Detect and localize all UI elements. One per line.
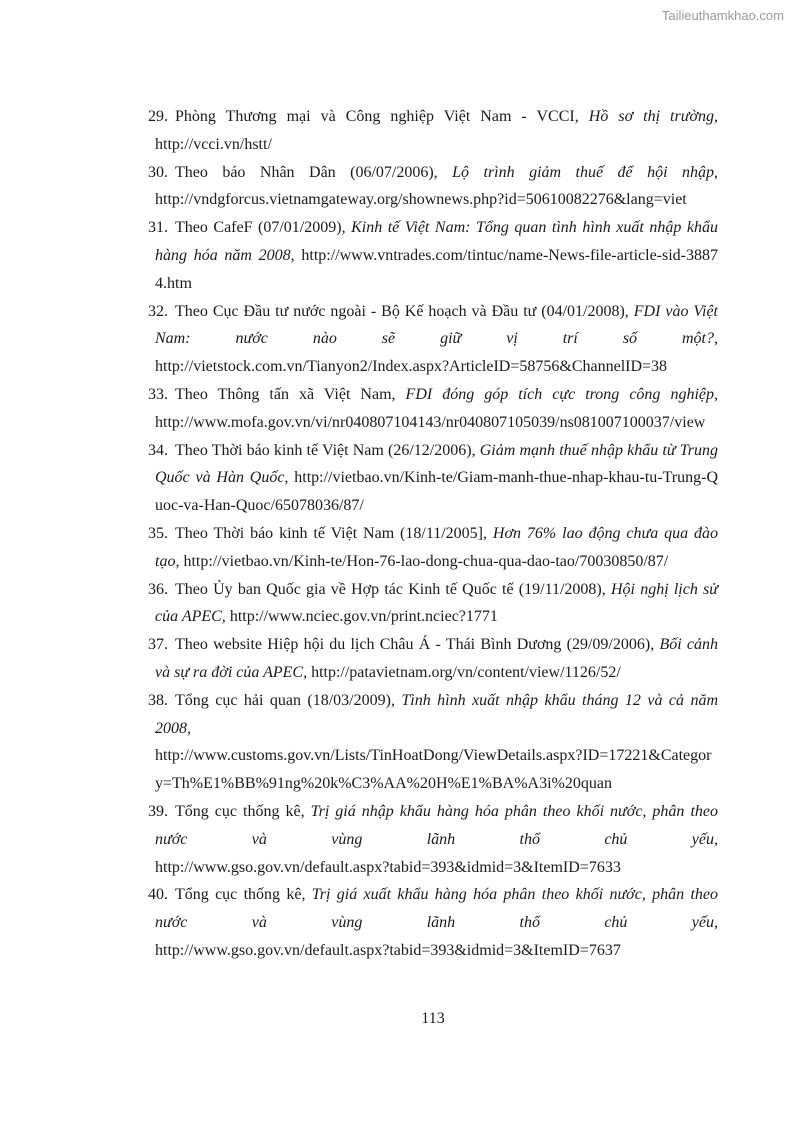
reference-text: Tổng cục thống kê, xyxy=(175,886,312,904)
reference-url: http://www.gso.gov.vn/default.aspx?tabid=393&idmid=3&ItemID=7633 xyxy=(155,858,621,876)
reference-line xyxy=(148,881,718,937)
reference-number: 32. xyxy=(148,302,168,320)
reference-url: http://vietbao.vn/Kinh-te/Hon-76-lao-dong-chua-qua-dao-tao/70030850/87/ xyxy=(183,552,669,570)
reference-line xyxy=(148,437,719,520)
reference-item xyxy=(148,631,718,687)
reference-number: 29. xyxy=(148,108,168,125)
reference-url: http://www.vntrades.com/tintuc/name-News-file-article-sid-38874.htm xyxy=(155,246,718,292)
reference-line xyxy=(155,353,718,381)
reference-line xyxy=(148,298,718,354)
reference-item xyxy=(148,159,718,215)
reference-line xyxy=(148,631,718,687)
reference-item xyxy=(148,881,718,964)
reference-line xyxy=(148,159,719,187)
reference-item xyxy=(148,520,718,576)
reference-number: 34. xyxy=(148,441,168,459)
reference-text: Theo Ủy ban Quốc gia về Hợp tác Kinh tế Quốc tế (19/11/2008), xyxy=(175,580,611,598)
reference-number: 38. xyxy=(148,691,168,709)
reference-line xyxy=(155,854,718,882)
reference-title: Trị giá nhập khẩu hàng hóa phân theo khối nước, phân theo nước và vùng lãnh thổ chủ yếu, xyxy=(155,802,718,848)
reference-url: http://www.nciec.gov.vn/print.nciec?1771 xyxy=(229,608,498,626)
reference-text: Theo Thời báo kinh tế Việt Nam (18/11/2005], xyxy=(175,524,493,542)
reference-item xyxy=(148,214,718,297)
page-number: 113 xyxy=(421,1010,445,1027)
reference-text: Phòng Thương mại và Công nghiệp Việt Nam - VCCI, xyxy=(175,108,589,125)
reference-title: Hội nghị lịch sử của APEC, xyxy=(155,580,719,626)
reference-line xyxy=(155,186,718,214)
reference-line xyxy=(148,687,719,743)
reference-text: Theo CafeF (07/01/2009), xyxy=(175,219,352,237)
reference-number: 40. xyxy=(148,886,168,904)
reference-url: http://vietstock.com.vn/Tianyon2/Index.aspx?ArticleID=58756&ChannelID=38 xyxy=(155,358,668,376)
reference-line xyxy=(148,214,718,297)
reference-title: Bối cảnh và sự ra đời của APEC, xyxy=(155,636,718,681)
references-list xyxy=(148,103,718,965)
reference-item xyxy=(148,381,718,437)
reference-title: Giảm mạnh thuế nhập khẩu từ Trung Quốc và Hàn Quốc, xyxy=(155,441,718,487)
reference-url: http://patavietnam.org/vn/content/view/1126/52/ xyxy=(311,663,621,681)
reference-title: Hồ sơ thị trường, xyxy=(588,108,718,125)
reference-number: 39. xyxy=(148,802,168,820)
reference-text: Theo website Hiệp hội du lịch Châu Á - Thái Bình Dương (29/09/2006), xyxy=(175,636,660,654)
reference-url: http://www.gso.gov.vn/default.aspx?tabid=393&idmid=3&ItemID=7637 xyxy=(155,941,621,959)
reference-url: http://vndgforcus.vietnamgateway.org/shownews.php?id=50610082276&lang=viet xyxy=(155,191,687,209)
watermark: Tailieuthamkhao.com xyxy=(661,8,784,23)
reference-number: 30. xyxy=(148,163,168,181)
reference-line xyxy=(148,576,719,632)
reference-item xyxy=(148,576,718,632)
reference-title: FDI đóng góp tích cực trong công nghiệp, xyxy=(405,385,719,403)
reference-title: Trị giá xuất khẩu hàng hóa phân theo khối nước, phân theo nước và vùng lãnh thổ chủ yếu, xyxy=(155,886,718,932)
reference-line xyxy=(155,131,718,159)
reference-text: Theo Thời báo kinh tế Việt Nam (26/12/2006), xyxy=(175,441,480,459)
reference-item xyxy=(148,687,718,798)
reference-number: 35. xyxy=(148,524,168,542)
reference-text: Tổng cục hải quan (18/03/2009), xyxy=(175,691,402,709)
reference-line xyxy=(148,103,718,131)
reference-title: FDI vào Việt Nam: nước nào sẽ giữ vị trí số một?, xyxy=(155,302,718,348)
reference-text: Theo Cục Đầu tư nước ngoài - Bộ Kế hoạch và Đầu tư (04/01/2008), xyxy=(175,302,634,320)
reference-line xyxy=(155,937,718,965)
reference-text: Theo báo Nhân Dân (06/07/2006), xyxy=(175,163,453,181)
reference-title: Hơn 76% lao động chưa qua đào tạo, xyxy=(155,524,718,570)
reference-number: 33. xyxy=(148,385,168,403)
reference-url: http://www.mofa.gov.vn/vi/nr040807104143/nr040807105039/ns081007100037/view xyxy=(155,413,706,431)
reference-line xyxy=(155,409,718,437)
reference-title: Kinh tế Việt Nam: Tổng quan tình hình xuất nhập khẩu hàng hóa năm 2008, xyxy=(155,219,718,264)
reference-line xyxy=(148,381,719,409)
reference-title: Lộ trình giảm thuế để hội nhập, xyxy=(452,163,719,181)
reference-item xyxy=(148,103,718,159)
reference-item xyxy=(148,437,718,520)
reference-text: Tổng cục thống kê, xyxy=(175,802,311,820)
reference-number: 36. xyxy=(148,580,168,598)
reference-title: Tình hình xuất nhập khẩu tháng 12 và cả năm 2008, xyxy=(155,691,719,737)
reference-item xyxy=(148,298,718,381)
reference-url: http://vcci.vn/hstt/ xyxy=(155,135,272,153)
reference-line xyxy=(148,520,718,576)
reference-text: Theo Thông tấn xã Việt Nam, xyxy=(175,385,406,403)
reference-line xyxy=(148,798,718,854)
reference-url: http://www.customs.gov.vn/Lists/TinHoatDong/ViewDetails.aspx?ID=17221&Category=Th%E1%BB%91ng%20k%C3%AA%20H%E1%BA%A3i%20quan xyxy=(155,747,712,793)
reference-item xyxy=(148,798,718,881)
reference-number: 37. xyxy=(148,636,168,654)
reference-url: http://vietbao.vn/Kinh-te/Giam-manh-thue-nhap-khau-tu-Trung-Quoc-va-Han-Quoc/65078036/87/ xyxy=(155,469,719,515)
reference-number: 31. xyxy=(148,219,168,237)
reference-line xyxy=(155,742,718,798)
